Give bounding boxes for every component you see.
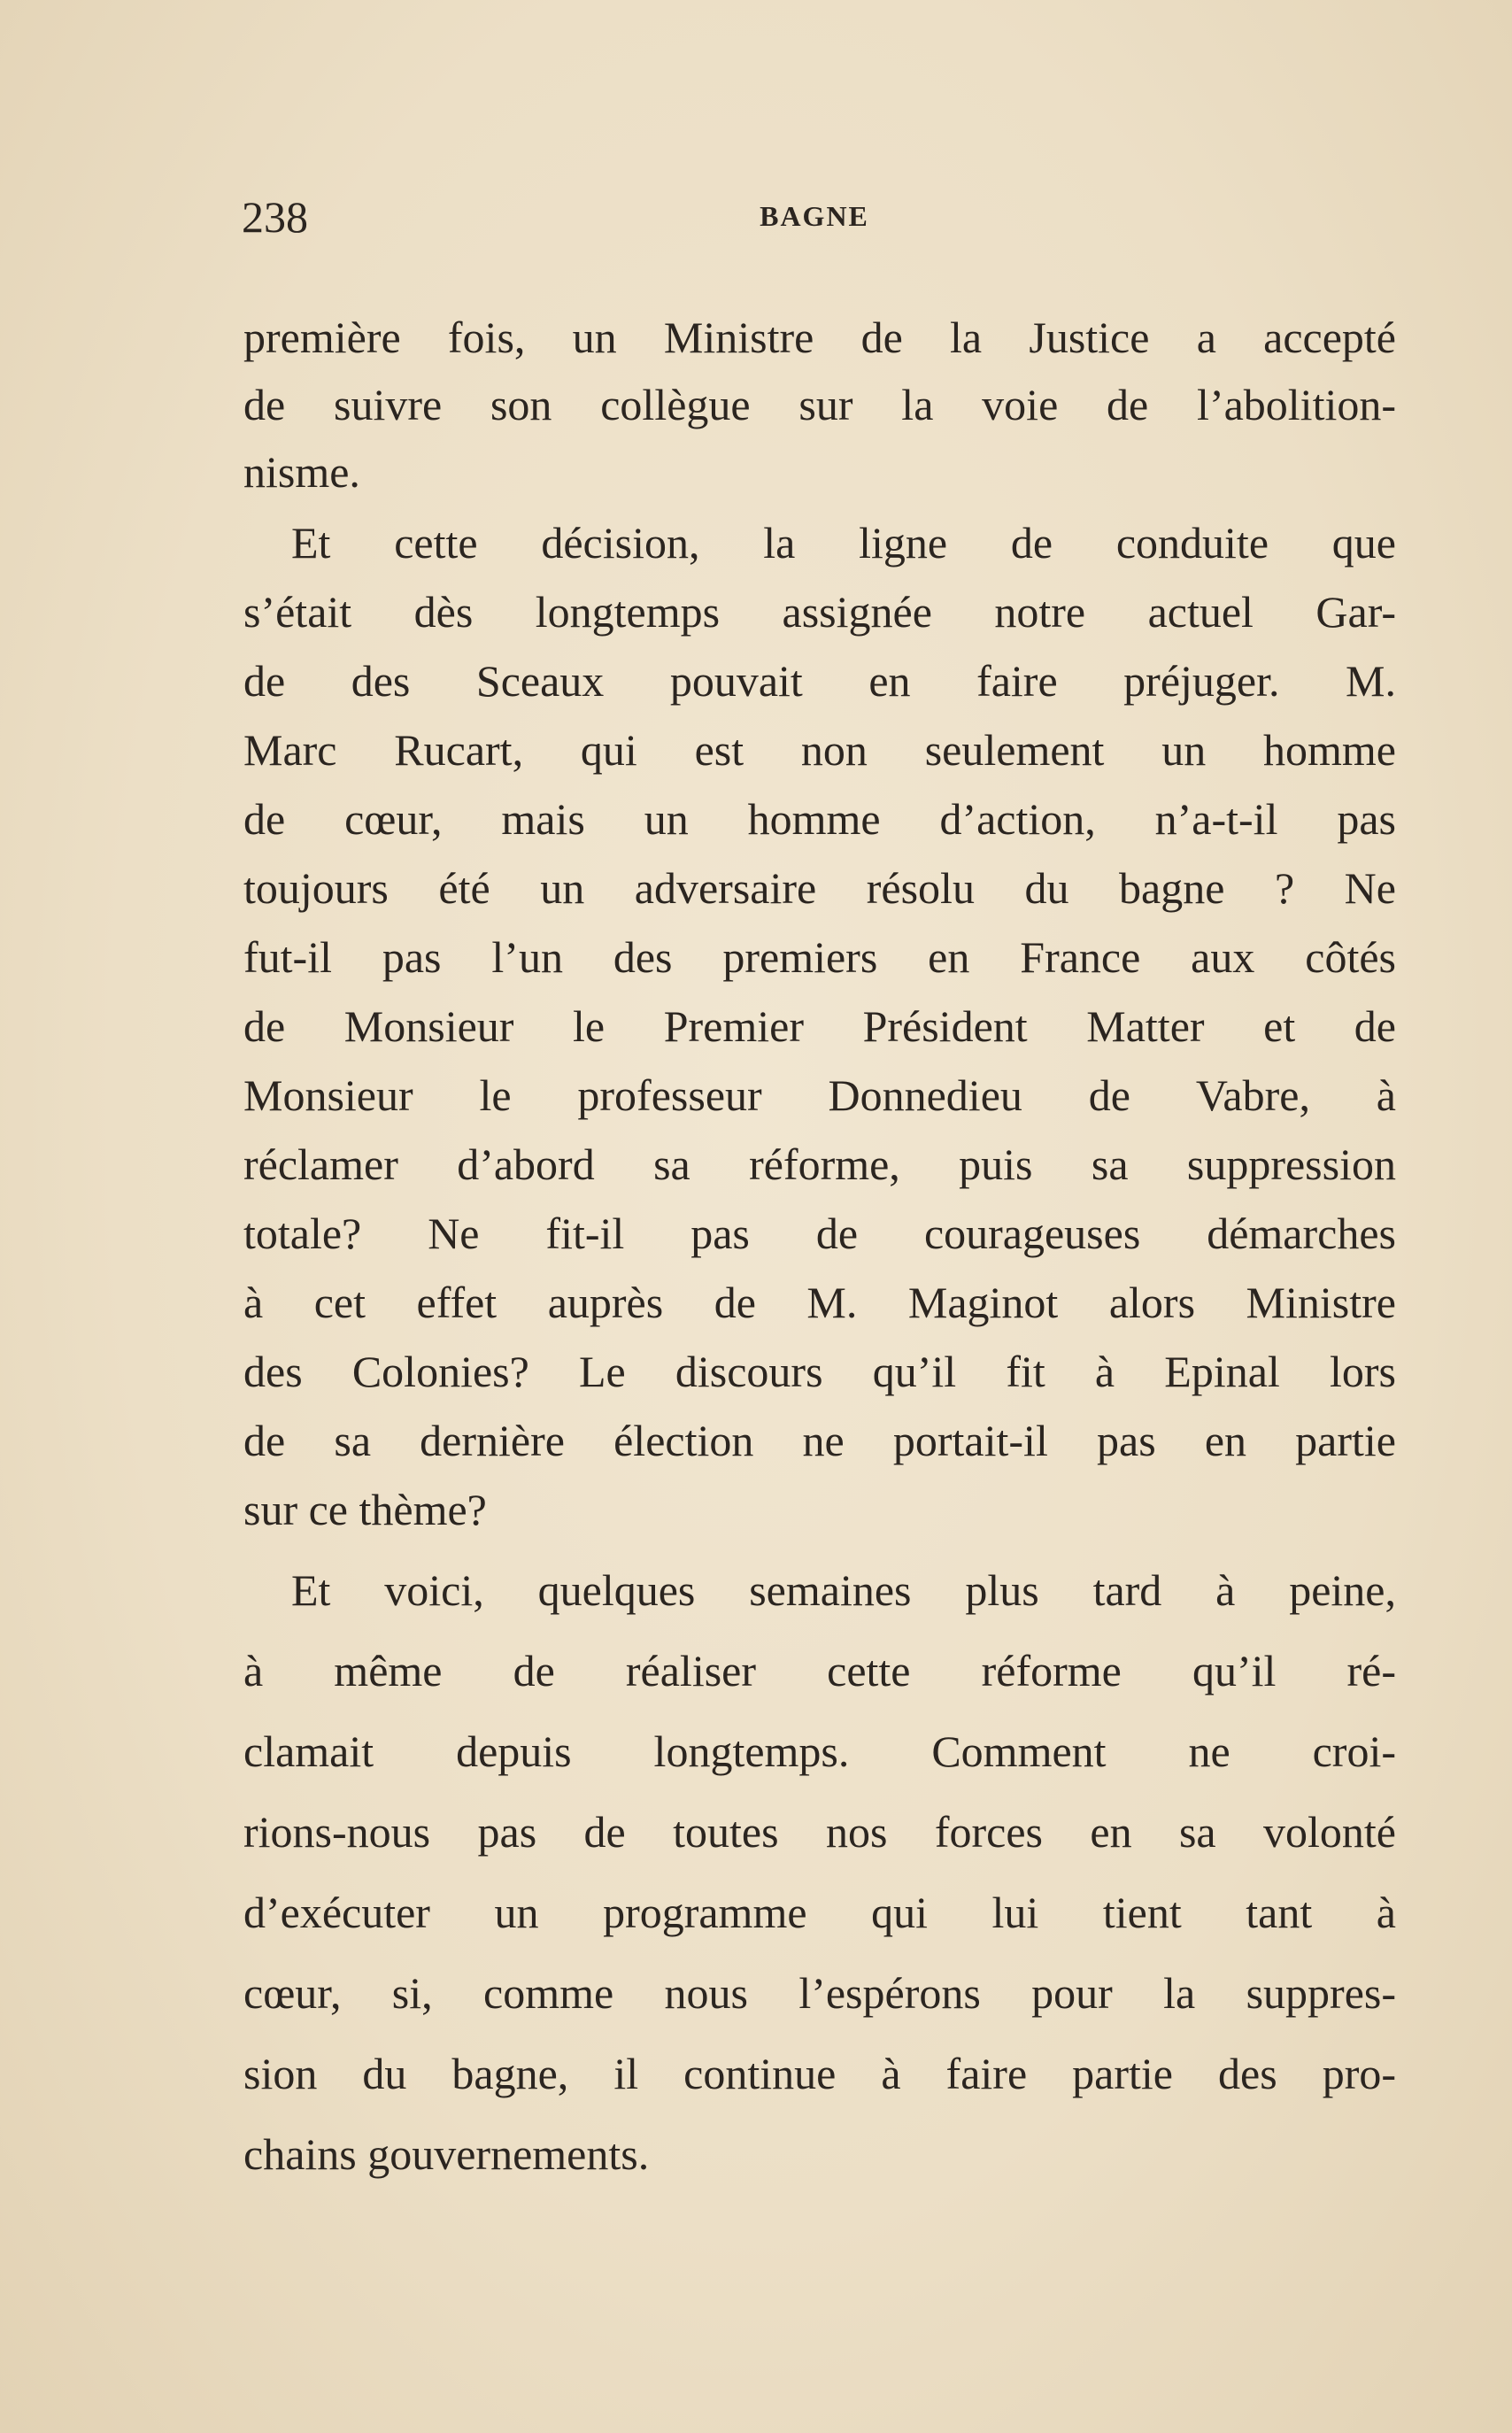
- text-line: de cœur, mais un homme d’action, n’a-t-il pas: [243, 794, 1396, 844]
- text-line: de suivre son collègue sur la voie de l’abolition-: [243, 380, 1396, 429]
- text-line: s’était dès longtemps assignée notre actuel Gar-: [243, 587, 1396, 637]
- text-line: de Monsieur le Premier Président Matter et de: [243, 1001, 1396, 1051]
- paragraph-3: [243, 1550, 1396, 2195]
- text-line: chains gouvernements.: [243, 2129, 650, 2179]
- text-line: de des Sceaux pouvait en faire préjuger. M.: [243, 656, 1396, 706]
- text-line: première fois, un Ministre de la Justice a accepté: [243, 313, 1396, 362]
- text-line: réclamer d’abord sa réforme, puis sa suppression: [243, 1139, 1396, 1189]
- paragraph-2: [243, 508, 1396, 1544]
- page-number: 238: [242, 192, 308, 242]
- text-line: fut-il pas l’un des premiers en France aux côtés: [243, 932, 1396, 982]
- text-line: à cet effet auprès de M. Maginot alors Ministre: [243, 1278, 1396, 1327]
- text-line: cœur, si, comme nous l’espérons pour la suppres-: [243, 1968, 1396, 2018]
- text-line: nisme.: [243, 447, 360, 497]
- text-line: clamait depuis longtemps. Comment ne croi-: [243, 1726, 1396, 1776]
- text-line: de sa dernière élection ne portait-il pas en partie: [243, 1416, 1396, 1465]
- text-line: toujours été un adversaire résolu du bagne ? Ne: [243, 863, 1396, 913]
- text-line: sion du bagne, il continue à faire partie des pro-: [243, 2049, 1396, 2098]
- text-line: Et cette décision, la ligne de conduite que: [291, 518, 1396, 568]
- text-line: sur ce thème?: [243, 1485, 487, 1534]
- text-line: des Colonies? Le discours qu’il fit à Epinal lors: [243, 1347, 1396, 1396]
- paragraph-1: [243, 304, 1396, 506]
- running-title: BAGNE: [760, 200, 869, 232]
- text-line: d’exécuter un programme qui lui tient tant à: [243, 1888, 1396, 1937]
- text-line: rions-nous pas de toutes nos forces en sa volonté: [243, 1807, 1396, 1857]
- text-line: Marc Rucart, qui est non seulement un homme: [243, 725, 1396, 775]
- text-line: à même de réaliser cette réforme qu’il ré-: [243, 1646, 1396, 1695]
- text-line: totale? Ne fit-il pas de courageuses démarches: [243, 1209, 1396, 1258]
- text-line: Monsieur le professeur Donnedieu de Vabre, à: [243, 1070, 1396, 1120]
- text-line: Et voici, quelques semaines plus tard à peine,: [291, 1565, 1396, 1615]
